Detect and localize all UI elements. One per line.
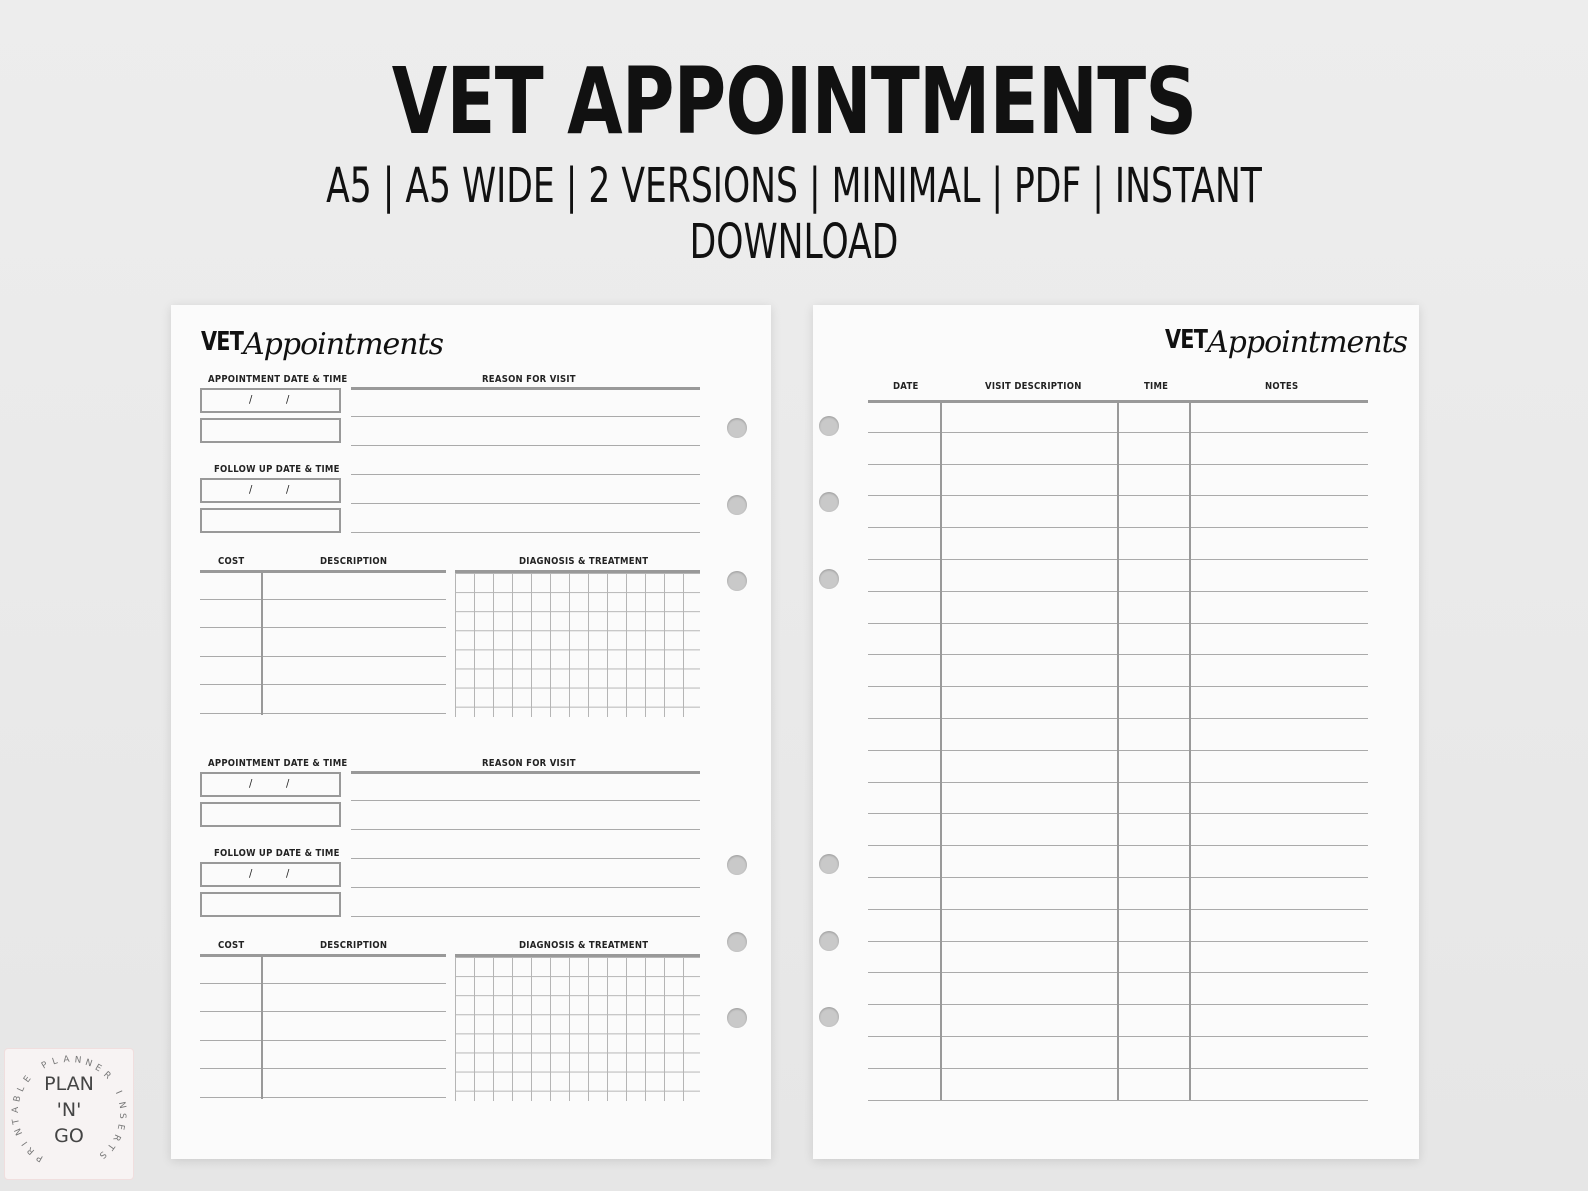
date-field [200,478,341,503]
cost-table-line [200,656,446,657]
column-header-notes: NOTES [1265,381,1299,392]
page-brand-word: VET [1165,325,1208,355]
follow-up-label: FOLLOW UP DATE & TIME [214,464,340,475]
table-row-line [868,1100,1368,1101]
date-separator: / [286,483,290,496]
date-separator: / [249,483,253,496]
time-field [200,418,341,443]
cost-column-divider [261,956,263,1099]
cost-label: COST [218,940,245,951]
cost-table-header-rule [200,954,446,957]
logo-line-n: 'N' [56,1099,82,1121]
cost-table-line [200,684,446,685]
reason-header-rule [351,387,700,390]
date-separator: / [286,777,290,790]
binder-hole [819,931,839,951]
binder-hole [727,855,747,875]
date-separator: / [249,867,253,880]
planner-page-a5 [171,305,771,1159]
reason-line [351,416,700,417]
column-header-date: DATE [893,381,919,392]
binder-hole [819,854,839,874]
diagnosis-grid [455,957,700,1101]
reason-line [351,916,700,917]
date-field [200,862,341,887]
cost-table-line [200,1011,446,1012]
table-column-divider [940,403,942,1100]
diagnosis-label: DIAGNOSIS & TREATMENT [519,556,649,567]
binder-hole [727,495,747,515]
time-field [200,892,341,917]
reason-line [351,887,700,888]
date-field [200,772,341,797]
cost-table-line [200,599,446,600]
time-field [200,508,341,533]
appointment-date-label: APPOINTMENT DATE & TIME [208,374,348,385]
binder-hole [727,418,747,438]
reason-line [351,503,700,504]
logo-ring-text: P R I N T A B L E P L A N N E R I N S E R T S [10,1054,128,1164]
diagnosis-label: DIAGNOSIS & TREATMENT [519,940,649,951]
binder-hole [819,569,839,589]
page-brand-script: Appointments [1207,325,1408,360]
product-subtitle: A5 | A5 WIDE | 2 VERSIONS | MINIMAL | PDF | INSTANT DOWNLOAD [326,158,1262,270]
cost-table-line [200,627,446,628]
logo-line-plan: PLAN [44,1073,94,1095]
appointment-date-label: APPOINTMENT DATE & TIME [208,758,348,769]
reason-line [351,474,700,475]
cost-table-line [200,1097,446,1098]
column-header-time: TIME [1144,381,1169,392]
date-separator: / [249,777,253,790]
page-brand-script: Appointments [243,327,444,362]
date-separator: / [286,867,290,880]
binder-hole [819,492,839,512]
binder-hole [819,1007,839,1027]
cost-column-divider [261,572,263,715]
reason-label: REASON FOR VISIT [482,374,576,385]
description-label: DESCRIPTION [320,940,388,951]
page-brand-word: VET [201,327,244,357]
reason-header-rule [351,771,700,774]
cost-table-line [200,1068,446,1069]
date-field [200,388,341,413]
follow-up-label: FOLLOW UP DATE & TIME [214,848,340,859]
reason-line [351,445,700,446]
reason-line [351,829,700,830]
product-title: VET APPOINTMENTS [391,48,1197,155]
binder-hole [727,1008,747,1028]
cost-label: COST [218,556,245,567]
column-header-visit-description: VISIT DESCRIPTION [985,381,1082,392]
table-column-divider [1189,403,1191,1100]
date-separator: / [286,393,290,406]
binder-hole [819,416,839,436]
table-column-divider [1117,403,1119,1100]
date-separator: / [249,393,253,406]
cost-table-header-rule [200,570,446,573]
cost-table-line [200,713,446,714]
brand-logo [4,1048,134,1180]
reason-line [351,800,700,801]
reason-label: REASON FOR VISIT [482,758,576,769]
description-label: DESCRIPTION [320,556,388,567]
logo-line-go: GO [54,1125,84,1147]
cost-table-line [200,983,446,984]
planner-page-a5-wide [813,305,1419,1159]
diagnosis-grid [455,573,700,717]
binder-hole [727,571,747,591]
cost-table-line [200,1040,446,1041]
binder-hole [727,932,747,952]
reason-line [351,858,700,859]
reason-line [351,532,700,533]
time-field [200,802,341,827]
